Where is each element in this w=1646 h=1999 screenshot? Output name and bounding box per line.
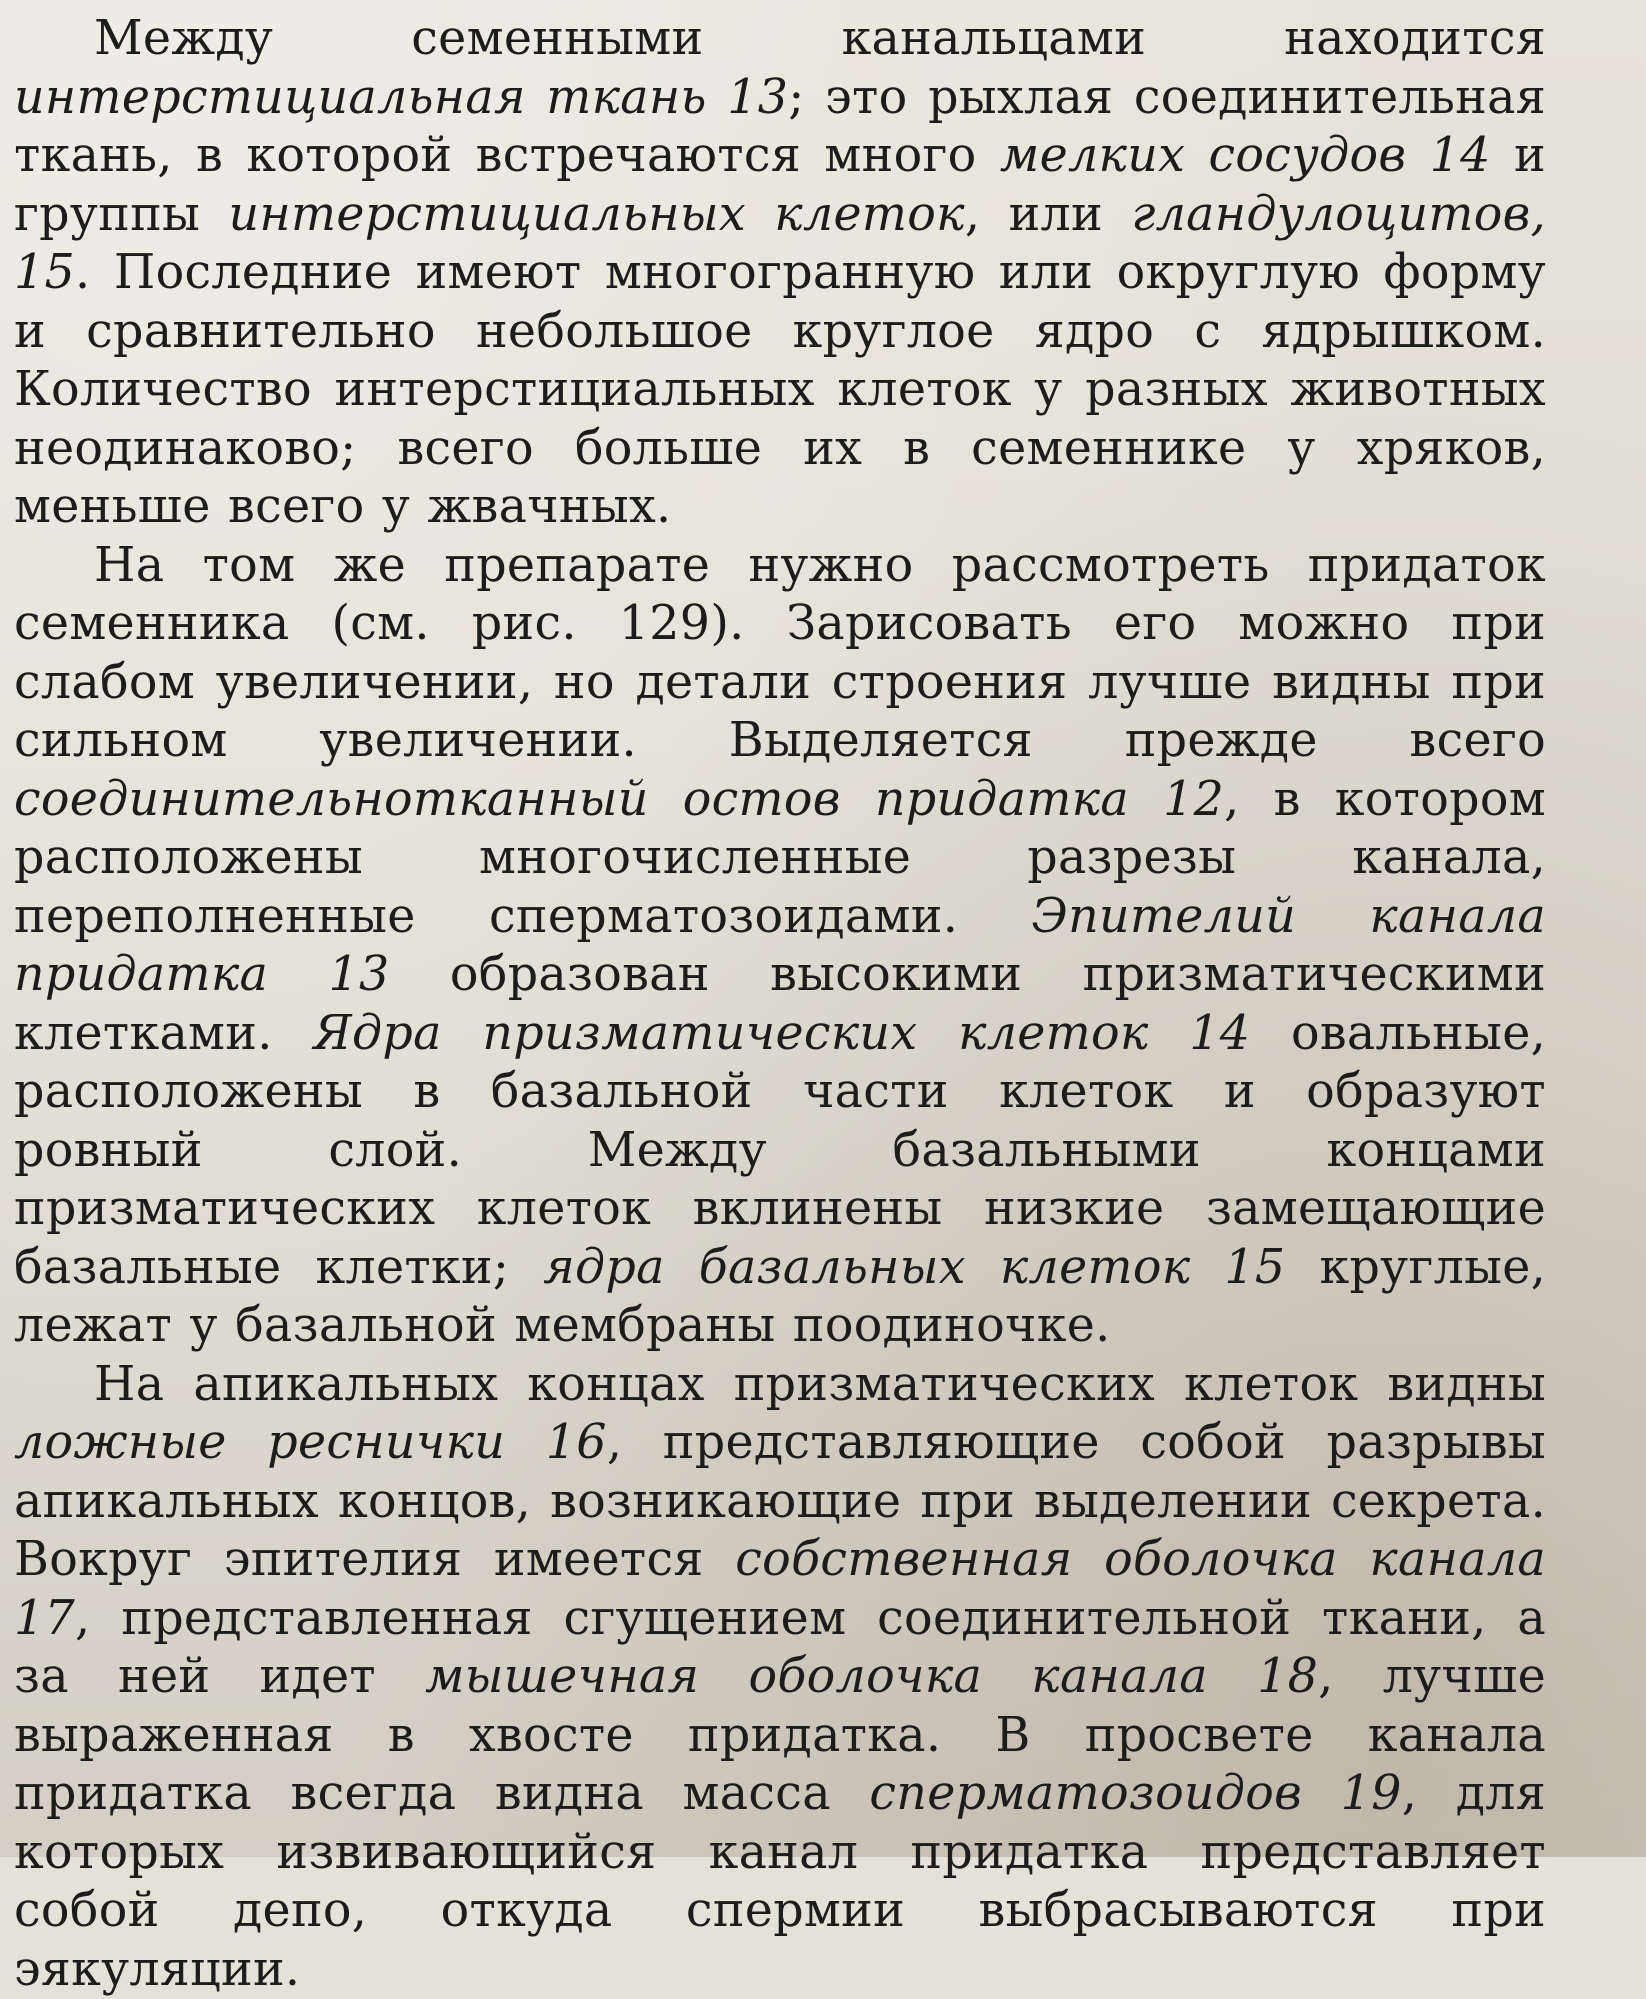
paragraph-1 (14, 10, 1546, 537)
text-run: образован высокими призматическими клетками. (14, 947, 1546, 1061)
text-run: , в котором расположены многочисленные разрезы канала, переполненные сперматозоидами. (14, 772, 1546, 944)
text-run: круглые, лежат у базальной мембраны поодиночке. (14, 1240, 1546, 1354)
italic-term: соединительнотканный остов придатка 12 (14, 772, 1224, 827)
italic-term: интерстициальная ткань 13 (14, 70, 788, 125)
text-run: овальные, расположены в базальной части клеток и образуют ровный слой. Между базальными концами призматических клеток вклинены низкие замещающие базальные клетки; (14, 1006, 1546, 1295)
italic-term: ядра базальных клеток 15 (543, 1240, 1285, 1295)
italic-term: мелких сосудов 14 (1000, 128, 1491, 183)
text-run: На апикальных концах призматических клеток видны (94, 1357, 1546, 1412)
italic-term: Ядра призматических клеток 14 (313, 1006, 1250, 1061)
italic-term: собственная оболочка канала 17 (14, 1532, 1546, 1646)
text-run: , представляющие собой разрывы апикальных концов, возникающие при выделении секрета. Вокруг эпителия имеется (14, 1415, 1546, 1587)
body-text (14, 10, 1546, 1999)
italic-term: Эпителий канала придатка 13 (14, 889, 1546, 1003)
text-run: , для которых извивающийся канал придатка представляет собой депо, откуда спермии выбрасываются при эякуляции. (14, 1766, 1546, 1997)
text-run: На том же препарате нужно рассмотреть придаток семенника (см. рис. 129). Зарисовать его можно при слабом увеличении, но детали строения лучше видны при сильном увеличении. Выделяется прежде всего (14, 538, 1546, 769)
text-run: Между семенными канальцами находится (94, 11, 1546, 66)
text-run: , представленная сгущением соединительной ткани, а за ней идет (14, 1591, 1546, 1705)
italic-term: ложные реснички 16 (14, 1415, 607, 1470)
italic-term: мышечная оболочка канала 18 (425, 1649, 1318, 1704)
text-run: и группы (14, 128, 1546, 242)
italic-term: гландулоцитов, 15 (14, 187, 1546, 301)
text-run: . Последние имеют многогранную или округлую форму и сравнительно небольшое круглое ядро с ядрышком. Количество интерстициальных клеток у разных животных неодинаково; всего больше их в семеннике у хряков, меньше всего у жвачных. (14, 245, 1546, 534)
italic-term: интерстициальных клеток (229, 187, 965, 242)
italic-term: сперматозоидов 19 (869, 1766, 1401, 1821)
paragraph-2 (14, 537, 1546, 1356)
text-run: , лучше выраженная в хвосте придатка. В просвете канала придатка всегда видна масса (14, 1649, 1546, 1821)
text-run: ; это рыхлая соединительная ткань, в которой встречаются много (14, 70, 1546, 184)
paragraph-3 (14, 1356, 1546, 1999)
text-run: , или (965, 187, 1132, 242)
